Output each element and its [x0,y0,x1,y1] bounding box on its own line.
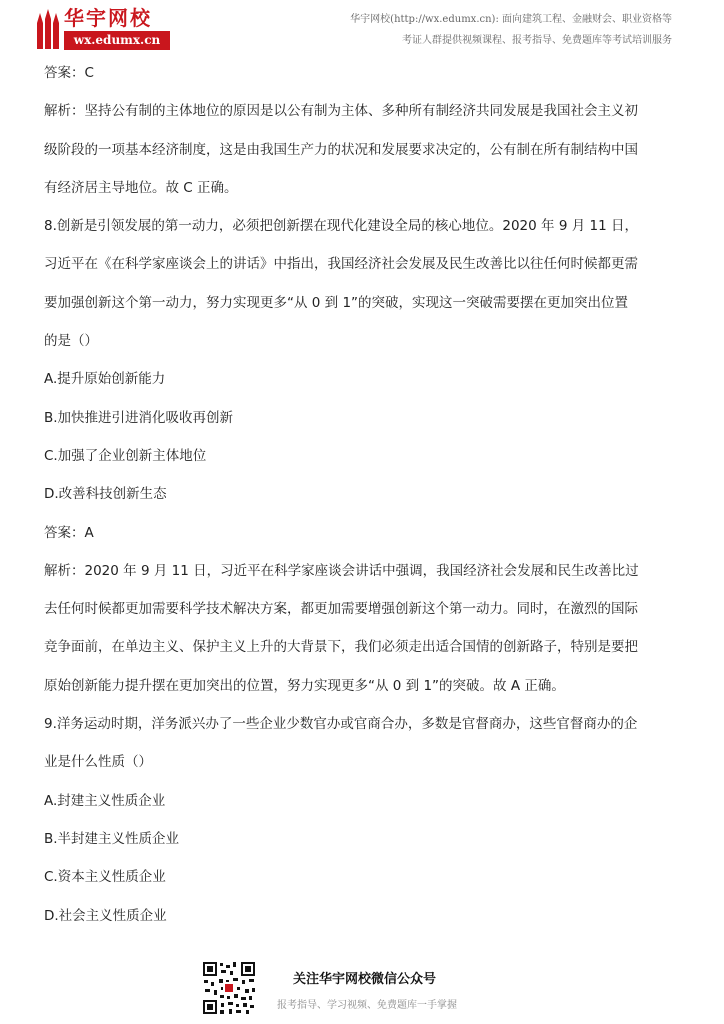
explanation-line: 解析：坚持公有制的主体地位的原因是以公有制为主体、多种所有制经济共同发展是我国社会主义初 [44,103,638,120]
option-line: A.提升原始创新能力 [44,371,166,388]
logo-title: 华宇网校 [64,6,152,30]
option-line: B.加快推进引进消化吸收再创新 [44,409,234,426]
pencils-logo-icon [34,9,62,51]
site-logo[interactable] [34,5,170,51]
footer-subtitle: 报考指导、学习视频、免费题库一手掌握 [277,1000,457,1011]
option-line: A.封建主义性质企业 [44,792,166,809]
question-line: 习近平在《在科学家座谈会上的讲话》中指出，我国经济社会发展及民生改善比以往任何时候都更需 [44,256,638,273]
footer-title: 关注华宇网校微信公众号 [293,972,437,987]
question-line: 要加强创新这个第一动力，努力实现更多“从 0 到 1”的突破，实现这一突破需要摆在更加突出位置 [44,294,629,311]
answer-line: 答案：A [44,524,94,541]
explanation-line: 去任何时候都更加需要科学技术解决方案，都更加需要增强创新这个第一动力。同时，在激烈的国际 [44,601,638,618]
explanation-line: 原始创新能力提升摆在更加突出的位置，努力实现更多“从 0 到 1”的突破。故 A 正确。 [44,677,565,694]
explanation-line: 有经济居主导地位。故 C 正确。 [44,179,238,196]
option-line: D.社会主义性质企业 [44,907,167,924]
option-line: D.改善科技创新生态 [44,486,167,503]
question-line: 9.洋务运动时期，洋务派兴办了一些企业少数官办或官商合办，多数是官督商办，这些官督商办的企 [44,716,638,733]
question-line: 的是（） [44,333,98,350]
qr-code-icon[interactable] [201,960,257,1016]
explanation-line: 解析：2020 年 9 月 11 日，习近平在科学家座谈会讲话中强调，我国经济社会发展和民生改善比过 [44,562,639,579]
page-header [0,0,724,56]
page-footer [0,956,724,1016]
explanation-line: 级阶段的一项基本经济制度，这是由我国生产力的状况和发展要求决定的，公有制在所有制结构中国 [44,141,638,158]
question-line: 8.创新是引领发展的第一动力，必须把创新摆在现代化建设全局的核心地位。2020 年 9 月 11 日， [44,218,638,235]
answer-line: 答案：C [44,65,94,81]
question-line: 业是什么性质（） [44,754,152,771]
option-line: C.加强了企业创新主体地位 [44,447,207,464]
explanation-line: 竞争面前，在单边主义、保护主义上升的大背景下，我们必须走出适合国情的创新路子，特别是要把 [44,639,638,656]
logo-url: wx.edumx.cn [64,31,170,50]
header-line-1: 华宇网校(http://wx.edumx.cn): 面向建筑工程、金融财会、职业资格等 [350,14,672,25]
option-line: B.半封建主义性质企业 [44,830,180,847]
option-line: C.资本主义性质企业 [44,869,166,886]
header-info [350,9,672,51]
document-body [44,61,684,942]
header-line-2: 考证人群提供视频课程、报考指导、免费题库等考试培训服务 [402,35,672,46]
